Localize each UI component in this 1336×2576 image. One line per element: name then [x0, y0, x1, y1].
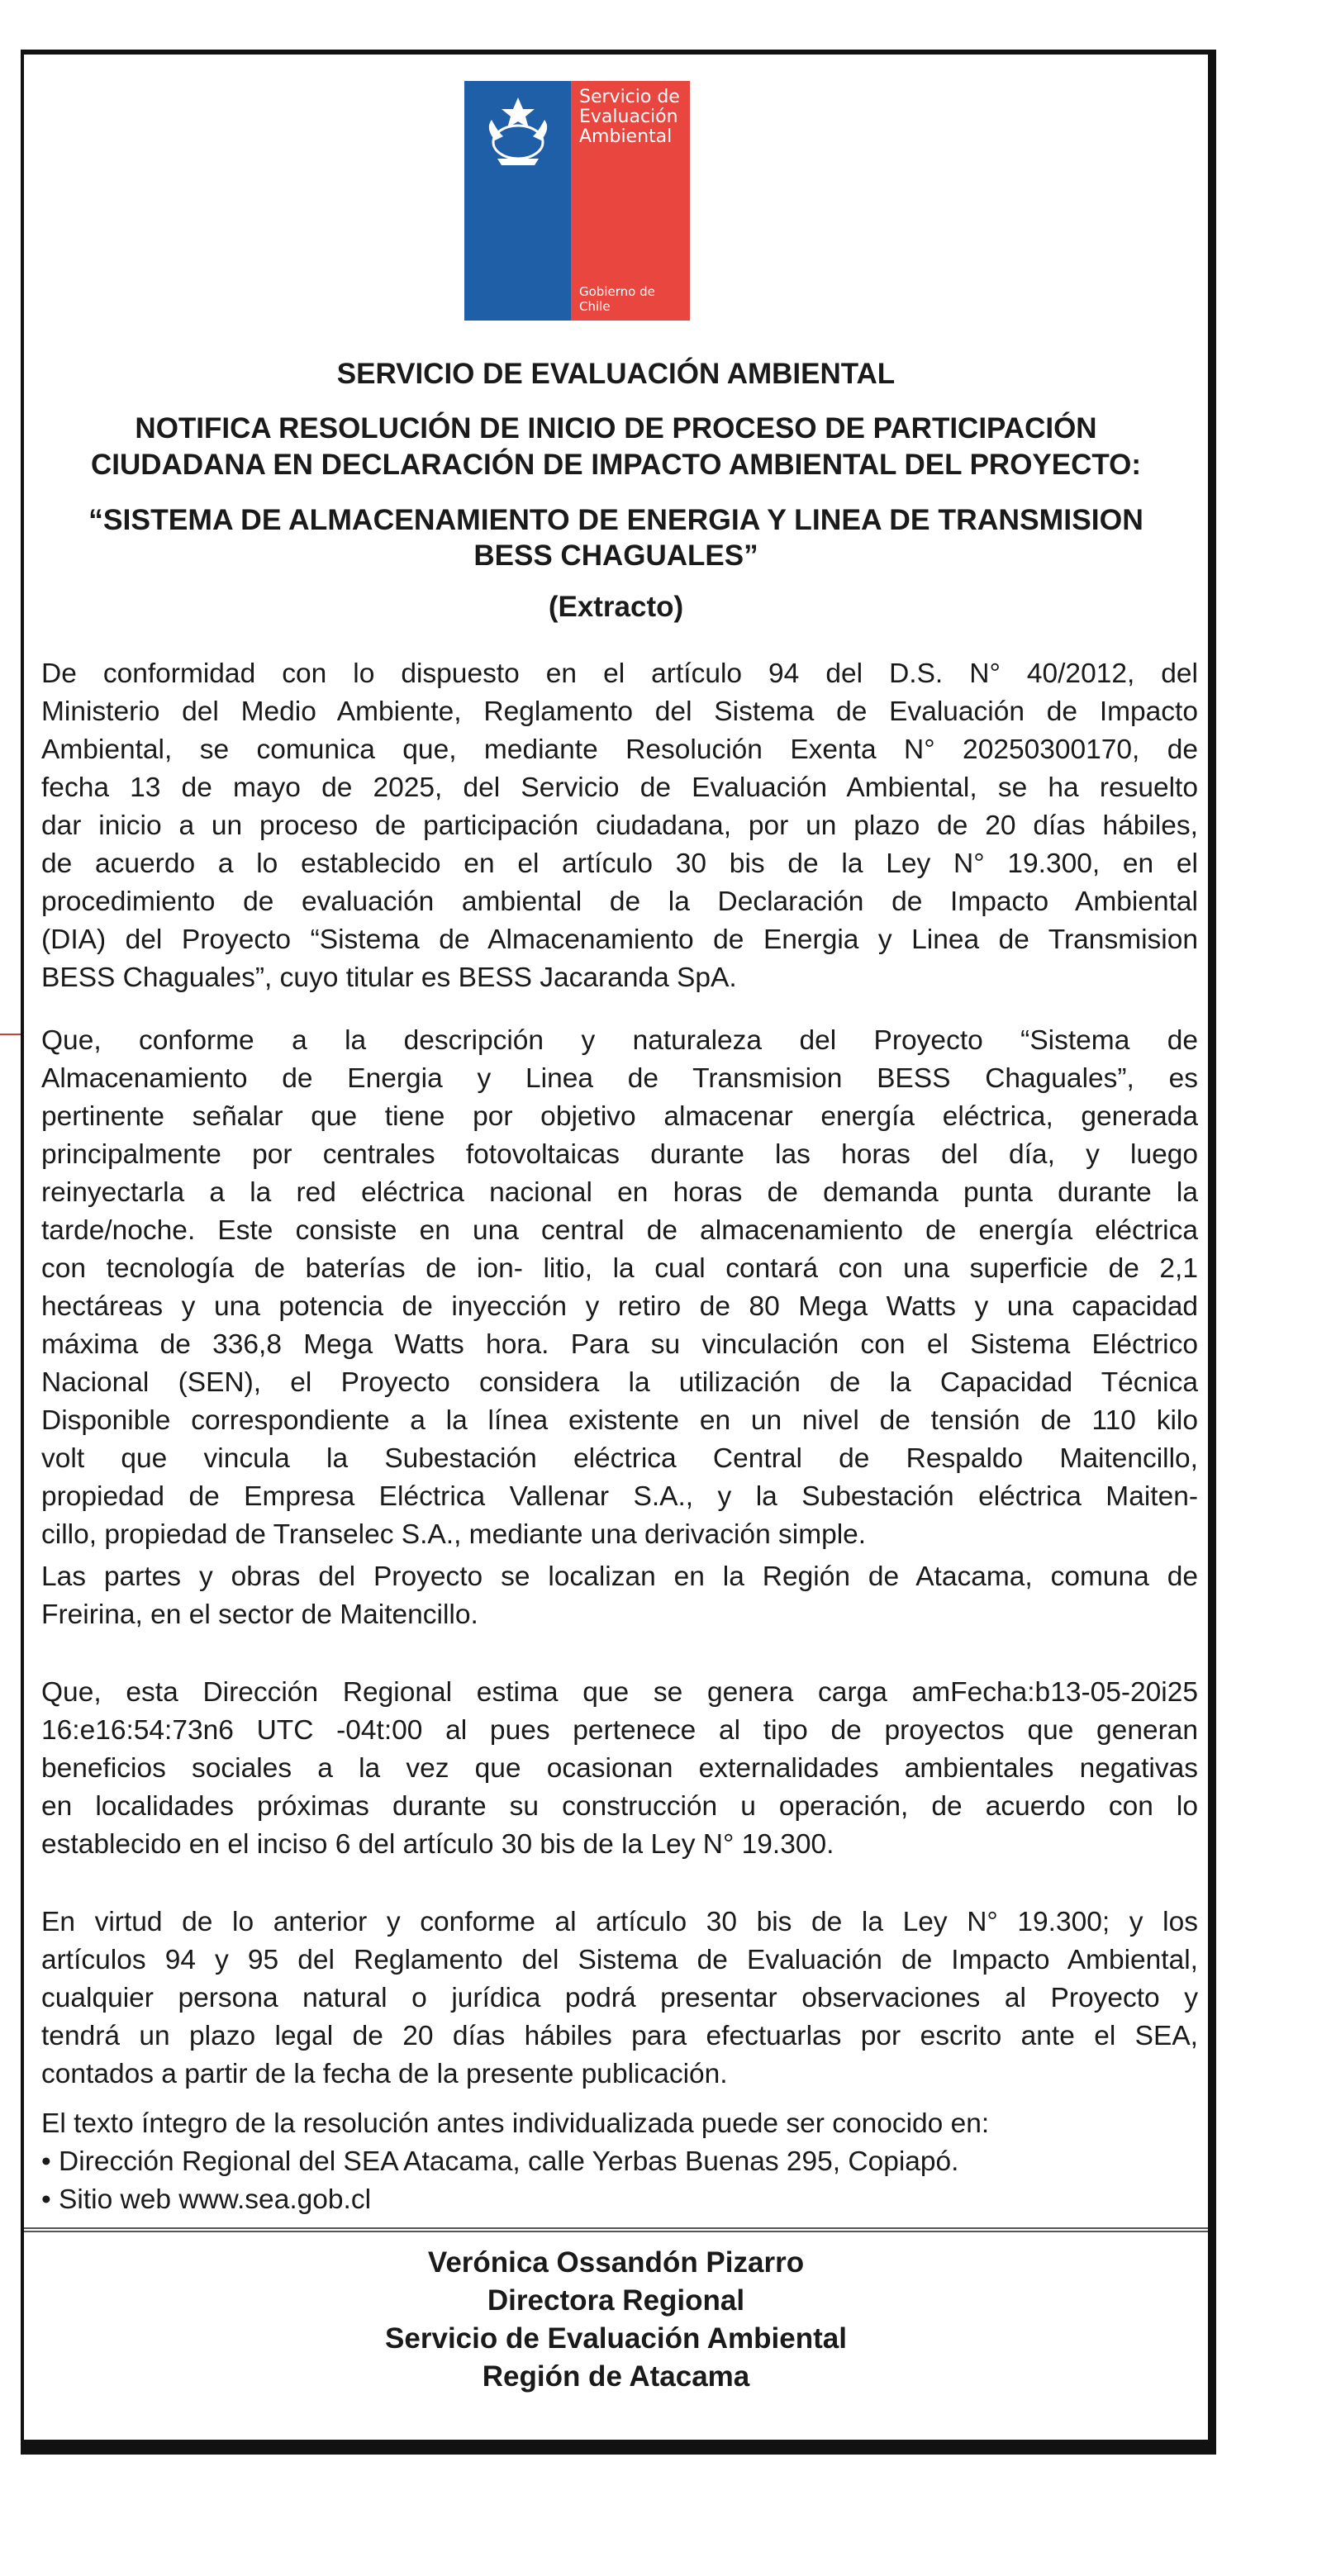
text-line: Freirina, en el sector de Maitencillo.	[41, 1599, 478, 1630]
paragraph-1	[41, 655, 1198, 997]
coat-of-arms-icon	[477, 91, 559, 173]
text-line: Que, conforme a la descripción y naturaleza del Proyecto “Sistema de	[41, 1025, 1198, 1056]
paragraph-3	[41, 1558, 1198, 1634]
text-line: establecido en el inciso 6 del artículo 30 bis de la Ley N° 19.300.	[41, 1829, 834, 1860]
divider	[24, 2227, 1208, 2232]
text-line: Ambiental, se comunica que, mediante Resolución Exenta N° 20250300170, de	[41, 734, 1198, 765]
text-line: principalmente por centrales fotovoltaicas durante las horas del día, y luego	[41, 1139, 1198, 1170]
text-line: máxima de 336,8 Mega Watts hora. Para su vinculación con el Sistema Eléctrico	[41, 1329, 1198, 1360]
text-line: De conformidad con lo dispuesto en el artículo 94 del D.S. N° 40/2012, del	[41, 658, 1198, 689]
text-line: reinyectarla a la red eléctrica nacional en horas de demanda punta durante la	[41, 1177, 1198, 1208]
notice-title-line1: NOTIFICA RESOLUCIÓN DE INICIO DE PROCESO DE PARTICIPACIÓN	[135, 412, 1097, 444]
availability-section	[41, 2105, 1198, 2219]
logo-government: Gobierno de Chile	[579, 284, 655, 314]
text-line: fecha 13 de mayo de 2025, del Servicio de Evaluación Ambiental, se ha resuelto	[41, 772, 1198, 803]
text-line: tarde/noche. Este consiste en una central de almacenamiento de energía eléctrica	[41, 1215, 1198, 1246]
text-line: Disponible correspondiente a la línea existente en un nivel de tensión de 110 kilo	[41, 1405, 1198, 1436]
sea-logo	[464, 81, 690, 321]
signatory-agency: Servicio de Evaluación Ambiental	[385, 2322, 847, 2355]
signatory-role: Directora Regional	[487, 2284, 745, 2317]
text-line: de acuerdo a lo establecido en el artículo 30 bis de la Ley N° 19.300, en el	[41, 848, 1198, 879]
project-title-line1: “SISTEMA DE ALMACENAMIENTO DE ENERGIA Y LINEA DE TRANSMISION	[88, 503, 1143, 536]
logo-agency-name: Servicio de Evaluación Ambiental	[579, 87, 680, 147]
text-line: Almacenamiento de Energia y Linea de Transmision BESS Chaguales”, es	[41, 1063, 1198, 1094]
margin-mark	[0, 1034, 21, 1035]
text-line: dar inicio a un proceso de participación ciudadana, por un plazo de 20 días hábiles,	[41, 810, 1198, 841]
availability-intro: El texto íntegro de la resolución antes individualizada puede ser conocido en:	[41, 2108, 990, 2139]
notice-frame	[21, 50, 1216, 2455]
text-line: cillo, propiedad de Transelec S.A., mediante una derivación simple.	[41, 1519, 867, 1550]
text-line: Nacional (SEN), el Proyecto considera la utilización de la Capacidad Técnica	[41, 1367, 1198, 1398]
logo-blue-panel	[464, 81, 571, 321]
text-line: propiedad de Empresa Eléctrica Vallenar S.A., y la Subestación eléctrica Maiten-	[41, 1481, 1198, 1512]
text-line: tendrá un plazo legal de 20 días hábiles para efectuarlas por escrito ante el SEA,	[41, 2021, 1198, 2051]
text-line: 16:e16:54:73n6 UTC -04t:00 al pues pertenece al tipo de proyectos que generan	[41, 1715, 1198, 1746]
text-line: Las partes y obras del Proyecto se localizan en la Región de Atacama, comuna de	[41, 1561, 1198, 1592]
logo-red-panel	[571, 81, 690, 321]
paragraph-5	[41, 1903, 1198, 2094]
text-line: hectáreas y una potencia de inyección y retiro de 80 Mega Watts y una capacidad	[41, 1291, 1198, 1322]
notice-title-line2: CIUDADANA EN DECLARACIÓN DE IMPACTO AMBIENTAL DEL PROYECTO:	[90, 449, 1142, 481]
text-line: beneficios sociales a la vez que ocasionan externalidades ambientales negativas	[41, 1753, 1198, 1784]
signature-block	[24, 2244, 1208, 2396]
project-title-line2: BESS CHAGUALES”	[473, 539, 758, 572]
list-item: • Sitio web www.sea.gob.cl	[41, 2184, 372, 2215]
text-line: con tecnología de baterías de ion- litio, la cual contará con una superficie de 2,1	[41, 1253, 1198, 1284]
text-line: volt que vincula la Subestación eléctrica Central de Respaldo Maitencillo,	[41, 1443, 1198, 1474]
list-item: • Dirección Regional del SEA Atacama, calle Yerbas Buenas 295, Copiapó.	[41, 2146, 959, 2177]
text-line: BESS Chaguales”, cuyo titular es BESS Jacaranda SpA.	[41, 962, 737, 993]
text-line: en localidades próximas durante su construcción u operación, de acuerdo con lo	[41, 1791, 1198, 1822]
extract-label: (Extracto)	[548, 591, 684, 623]
paragraph-2	[41, 1022, 1198, 1554]
paragraph-4	[41, 1674, 1198, 1864]
agency-heading: SERVICIO DE EVALUACIÓN AMBIENTAL	[336, 358, 896, 390]
text-line: Ministerio del Medio Ambiente, Reglamento del Sistema de Evaluación de Impacto	[41, 696, 1198, 727]
signatory-name: Verónica Ossandón Pizarro	[427, 2246, 805, 2279]
text-line: pertinente señalar que tiene por objetivo almacenar energía eléctrica, generada	[41, 1101, 1198, 1132]
text-line: En virtud de lo anterior y conforme al artículo 30 bis de la Ley N° 19.300; y los	[41, 1907, 1198, 1937]
text-line: artículos 94 y 95 del Reglamento del Sistema de Evaluación de Impacto Ambiental,	[41, 1945, 1198, 1975]
text-line: cualquier persona natural o jurídica podrá presentar observaciones al Proyecto y	[41, 1983, 1198, 2013]
signatory-region: Región de Atacama	[482, 2360, 750, 2393]
text-line: (DIA) del Proyecto “Sistema de Almacenamiento de Energia y Linea de Transmision	[41, 924, 1198, 955]
text-line: Que, esta Dirección Regional estima que se genera carga amFecha:b13-05-20i25	[41, 1677, 1198, 1708]
text-line: contados a partir de la fecha de la presente publicación.	[41, 2059, 728, 2089]
text-line: procedimiento de evaluación ambiental de la Declaración de Impacto Ambiental	[41, 886, 1198, 917]
